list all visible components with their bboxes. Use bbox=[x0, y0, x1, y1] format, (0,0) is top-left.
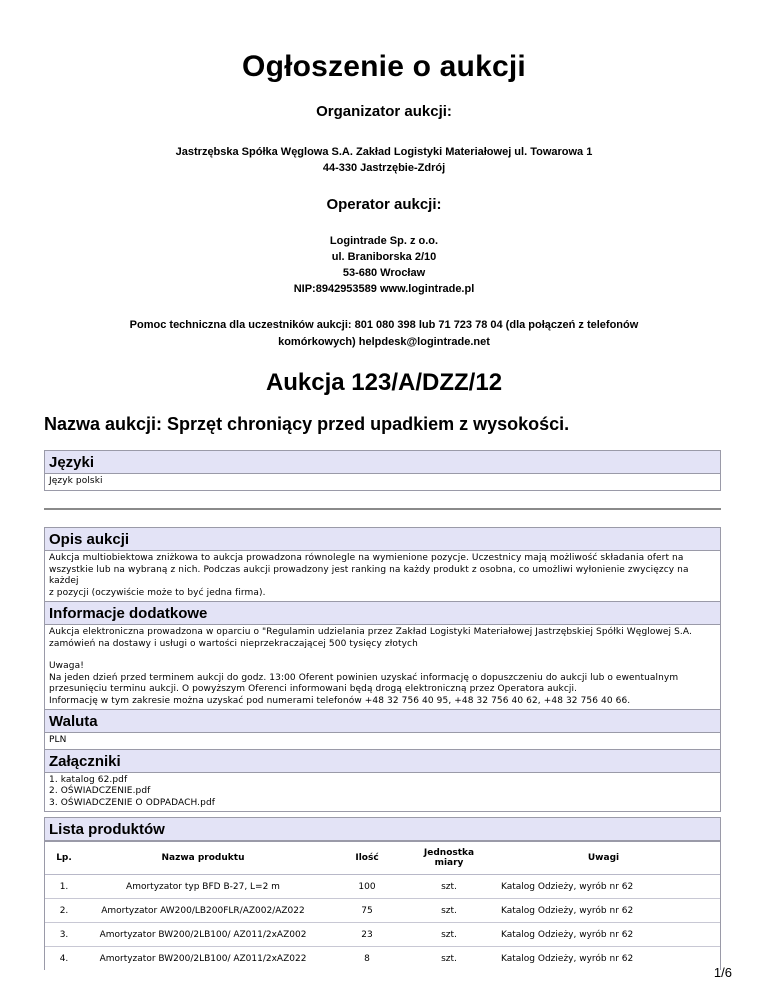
cell-product-name: Amortyzator BW200/2LB100/ AZ011/2xAZ022 bbox=[99, 953, 307, 964]
organizer-line-2: 44-330 Jastrzębie-Zdrój bbox=[322, 162, 446, 174]
section-divider bbox=[44, 508, 721, 510]
page-number: 1/6 bbox=[713, 965, 732, 980]
attachment-link[interactable]: 3. OŚWIADCZENIE O ODPADACH.pdf bbox=[49, 797, 216, 808]
products-heading: Lista produktów bbox=[45, 818, 720, 842]
products-table bbox=[45, 842, 720, 970]
cell-unit: szt. bbox=[411, 923, 487, 947]
page-title: Ogłoszenie o aukcji bbox=[242, 50, 526, 83]
col-lp: Lp. bbox=[45, 842, 83, 875]
col-unit-line-1: Jednostka bbox=[423, 848, 475, 858]
col-unit bbox=[411, 842, 487, 875]
cell-lp: 4. bbox=[59, 953, 69, 964]
table-header-row bbox=[45, 842, 720, 875]
support-line-1: Pomoc techniczna dla uczestników aukcji: 801 080 398 lub 71 723 78 04 (dla połączeń z telefonów bbox=[129, 319, 639, 331]
table-row bbox=[45, 947, 720, 971]
organizer-line-1: Jastrzębska Spółka Węglowa S.A. Zakład Logistyki Materiałowej ul. Towarowa 1 bbox=[175, 146, 593, 158]
cell-unit: szt. bbox=[441, 953, 457, 964]
cell-lp: 2. bbox=[45, 899, 83, 923]
operator-line-1: Logintrade Sp. z o.o. bbox=[329, 235, 439, 247]
additional-info-line: Aukcja elektroniczna prowadzona w oparciu o "Regulamin udzielania przez Zakład Logistyki Materiałowej Jastrzębskiej Spółki Węglowej S.A. bbox=[49, 627, 692, 637]
col-unit-line-2: miary bbox=[434, 858, 464, 868]
description-line: Aukcja multiobiektowa zniżkowa to aukcja prowadzona równolegle na wymienione pozycje. Uczestnicy mają możliwość składania ofert na bbox=[49, 553, 684, 563]
cell-product-name: Amortyzator AW200/LB200FLR/AZ002/AZ022 bbox=[83, 899, 323, 923]
cell-unit: szt. bbox=[411, 899, 487, 923]
table-row bbox=[45, 899, 720, 923]
auction-name: Nazwa aukcji: Sprzęt chroniący przed upadkiem z wysokości. bbox=[44, 414, 570, 434]
cell-notes: Katalog Odzieży, wyrób nr 62 bbox=[487, 923, 720, 947]
cell-quantity: 75 bbox=[323, 899, 411, 923]
additional-info-heading: Informacje dodatkowe bbox=[45, 601, 720, 625]
operator-line-2: ul. Braniborska 2/10 bbox=[331, 251, 437, 263]
currency-heading: Waluta bbox=[45, 709, 720, 733]
auction-number: Aukcja 123/A/DZZ/12 bbox=[265, 369, 503, 396]
description-line: z pozycji (oczywiście może to być jedna firma). bbox=[49, 587, 266, 598]
attachment-link[interactable]: 1. katalog 62.pdf bbox=[49, 774, 128, 785]
attachments-heading: Załączniki bbox=[45, 749, 720, 773]
additional-info-body bbox=[45, 625, 720, 709]
support-line-2: komórkowych) helpdesk@logintrade.net bbox=[278, 336, 490, 348]
operator-heading: Operator aukcji: bbox=[326, 196, 442, 213]
description-line: wszystkie lub na wybraną z nich. Podczas aukcji prowadzony jest ranking na każdy produkt z osobna, co umożliwi wyłonienie zwycięzcy na każdej bbox=[49, 564, 689, 586]
additional-info-line: zamówień na dostawy i usługi o wartości nieprzekraczającej 500 tysięcy złotych bbox=[49, 638, 418, 649]
languages-section bbox=[44, 450, 721, 491]
cell-notes: Katalog Odzieży, wyrób nr 62 bbox=[501, 953, 634, 964]
additional-info-line: Na jeden dzień przed terminem aukcji do godz. 13:00 Oferent powinien uzyskać informację o dopuszczeniu do aukcji lub o ewentualnym bbox=[49, 672, 679, 683]
additional-info-line: przesunięciu terminu aukcji. O powyższym Oferenci informowani będą drogą elektroniczną przez Operatora aukcji. bbox=[49, 684, 578, 694]
cell-lp: 3. bbox=[45, 923, 83, 947]
details-section bbox=[44, 527, 721, 812]
blank-line bbox=[49, 650, 716, 661]
cell-product-name: Amortyzator BW200/2LB100/ AZ011/2xAZ002 bbox=[83, 923, 323, 947]
attachments-list bbox=[45, 773, 720, 812]
organizer-heading: Organizator aukcji: bbox=[316, 103, 452, 120]
currency-value: PLN bbox=[49, 735, 67, 745]
cell-unit: szt. bbox=[411, 875, 487, 899]
operator-line-3: 53-680 Wrocław bbox=[342, 267, 426, 279]
cell-notes: Katalog Odzieży, wyrób nr 62 bbox=[487, 899, 720, 923]
col-notes: Uwagi bbox=[487, 842, 720, 875]
cell-quantity: 8 bbox=[364, 953, 370, 964]
languages-heading: Języki bbox=[45, 451, 720, 474]
cell-quantity: 23 bbox=[323, 923, 411, 947]
description-body bbox=[45, 551, 720, 601]
cell-lp: 1. bbox=[45, 875, 83, 899]
description-heading: Opis aukcji bbox=[45, 528, 720, 551]
additional-info-line: Uwaga! bbox=[49, 661, 84, 671]
table-row bbox=[45, 923, 720, 947]
attachment-link[interactable]: 2. OŚWIADCZENIE.pdf bbox=[49, 786, 151, 796]
col-quantity: Ilość bbox=[323, 842, 411, 875]
languages-value: Język polski bbox=[49, 476, 103, 486]
col-product-name: Nazwa produktu bbox=[83, 842, 323, 875]
table-row bbox=[45, 875, 720, 899]
additional-info-line: Informację w tym zakresie można uzyskać pod numerami telefonów +48 32 756 40 95, +48 32 756 40 62, +48 32 756 40 66. bbox=[49, 695, 631, 706]
operator-line-4: NIP:8942953589 www.logintrade.pl bbox=[293, 283, 475, 295]
cell-quantity: 100 bbox=[323, 875, 411, 899]
cell-notes: Katalog Odzieży, wyrób nr 62 bbox=[487, 875, 720, 899]
products-section bbox=[44, 817, 721, 970]
cell-product-name: Amortyzator typ BFD B-27, L=2 m bbox=[83, 875, 323, 899]
